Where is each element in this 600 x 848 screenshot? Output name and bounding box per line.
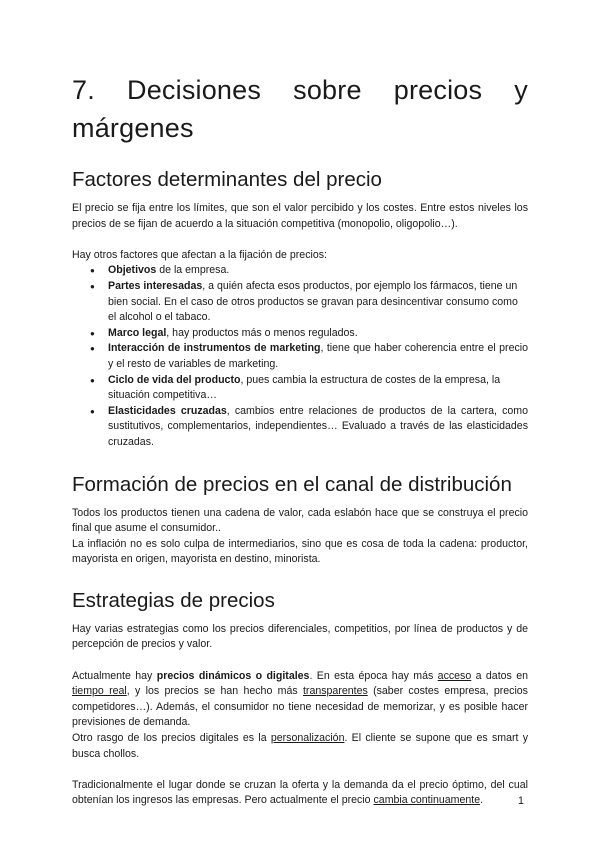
section-heading-estrategias: Estrategias de precios — [72, 588, 275, 612]
list-item — [108, 373, 528, 404]
list-item-text: de la empresa. — [156, 264, 230, 277]
list-item-text: , a quién afecta esos productos, por ejemplo los fármacos, tiene un bien social. En el caso de otros productos se gravan para desincentivar consumo como el alcohol o el tabaco. — [108, 279, 518, 324]
paragraph-estrategias-1: Hay varias estrategias como los precios diferenciales, competitios, por línea de productos y de percepción de precios y valor. — [72, 622, 528, 651]
list-item — [108, 279, 528, 326]
section-heading-formacion: Formación de precios en el canal de distribución — [72, 472, 512, 496]
list-item — [108, 326, 528, 342]
list-item-term: Elasticidades cruzadas — [108, 404, 227, 417]
list-item-text: , tiene que haber coherencia entre el precio y el resto de variables de marketing. — [108, 342, 529, 370]
list-item-text: , hay productos más o menos regulados. — [166, 326, 358, 339]
paragraph-formacion-1: Todos los productos tienen una cadena de valor, cada eslabón hace que se construya el precio final que asume el consumidor.. — [72, 506, 528, 535]
list-item — [108, 341, 528, 372]
section-heading-factores: Factores determinantes del precio — [72, 168, 382, 191]
page-content — [72, 71, 528, 809]
paragraph-formacion-2: La inflación no es solo culpa de intermediarios, sino que es cosa de toda la cadena: productor, mayorista en origen, mayorista en destino, minorista. — [72, 537, 528, 566]
paragraph-estrategias-4: Tradicionalmente el lugar donde se cruzan la oferta y la demanda da el precio óptimo, del cual obtenían los ingresos las empresas. Pero actualmente el precio cambia continuamente. — [72, 778, 528, 807]
paragraph-factores-list-intro: Hay otros factores que afectan a la fijación de precios: — [72, 248, 327, 261]
list-item-term: Objetivos — [108, 264, 157, 277]
list-item — [108, 404, 528, 451]
list-item-text: , cambios entre relaciones de productos de la cartera, como sustitutivos, complementarios, independientes… Evaluado a través de las elasticidades cruzadas. — [108, 404, 528, 448]
paragraph-estrategias-3: Otro rasgo de los precios digitales es la personalización. El cliente se supone que es smart y busca chollos. — [72, 732, 528, 760]
factors-list — [72, 263, 528, 450]
list-item-term: Marco legal — [108, 326, 167, 339]
list-item-term: Interacción de instrumentos de marketing — [108, 342, 321, 355]
page-number: 1 — [518, 795, 524, 807]
page-title: 7. Decisiones sobre precios y márgenes — [72, 75, 528, 143]
list-item-text: , pues cambia la estructura de costes de la empresa, la situación competitiva… — [108, 373, 501, 402]
list-item-term: Ciclo de vida del producto — [108, 373, 241, 386]
paragraph-estrategias-2: Actualmente hay precios dinámicos o digitales. En esta época hay más acceso a datos en tiempo real, y los precios se han hecho más transparentes (saber costes empresa, precios competidores…). Además, el consumidor no tiene necesidad de memorizar, y es posible hacer previsiones de demanda. — [72, 669, 529, 729]
list-item-term: Partes interesadas — [108, 279, 203, 292]
list-item — [108, 263, 528, 279]
paragraph-factores-intro: El precio se fija entre los límites, que son el valor percibido y los costes. Entre estos niveles los precios de se fijan de acuerdo a la situación competitiva (monopolio, oligopolio…). — [72, 202, 528, 230]
